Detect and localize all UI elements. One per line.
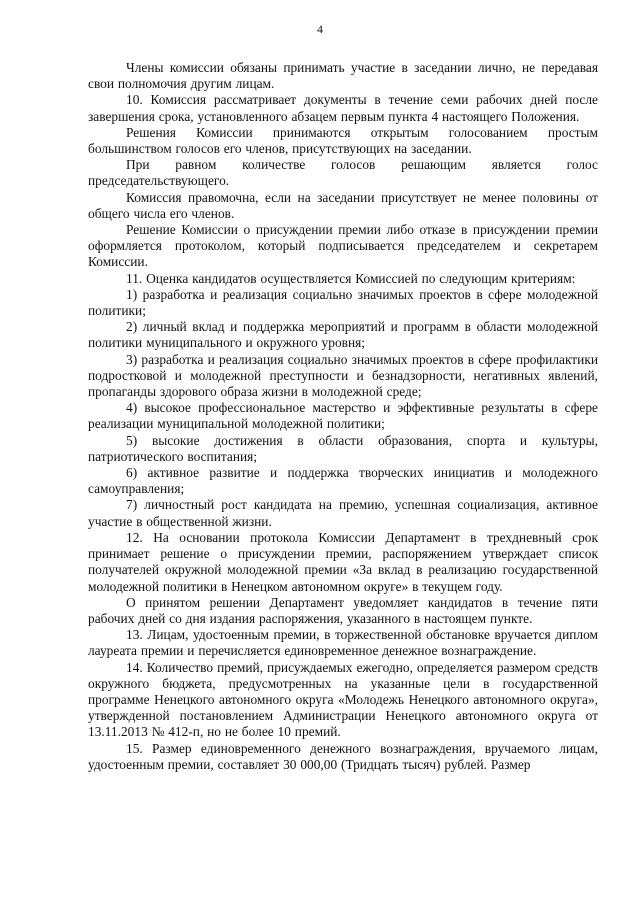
list-item: 2) личный вклад и поддержка мероприятий и программ в области молодежной политики муниципального и окружного уровня;	[88, 319, 598, 351]
document-body	[88, 60, 598, 773]
list-item: 7) личностный рост кандидата на премию, успешная социализация, активное участие в общественной жизни.	[88, 497, 598, 529]
list-item: 3) разработка и реализация социально значимых проектов в сфере профилактики подростковой и молодежной преступности и безнадзорности, негативных явлений, пропаганды здорового образа жизни в молодежной среде;	[88, 351, 598, 400]
paragraph: Решения Комиссии принимаются открытым голосованием простым большинством голосов его членов, присутствующих на заседании.	[88, 124, 598, 157]
paragraph: Решение Комиссии о присуждении премии либо отказе в присуждении премии оформляется протоколом, который подписывается председателем и секретарем Комиссии.	[88, 222, 598, 270]
paragraph: Члены комиссии обязаны принимать участие в заседании лично, не передавая свои полномочия другим лицам.	[88, 60, 598, 92]
paragraph: 12. На основании протокола Комиссии Департамент в трехдневный срок принимает решение о присуждении премии, распоряжением утверждает список получателей окружной молодежной премии «За вклад в реализацию государственной молодежной политики в Ненецком автономном округе» в текущем году.	[88, 529, 598, 594]
list-item: 1) разработка и реализация социально значимых проектов в сфере молодежной политики;	[88, 286, 598, 319]
paragraph: 13. Лицам, удостоенным премии, в торжественной обстановке вручается диплом лауреата премии и перечисляется единовременное денежное вознаграждение.	[88, 627, 598, 659]
paragraph: 14. Количество премий, присуждаемых ежегодно, определяется размером средств окружного бюджета, предусмотренных на указанные цели в государственной программе Ненецкого автономного округа «Молодежь Ненецкого автономного округа», утвержденной постановлением Администрации Ненецкого автономного округа от 13.11.2013 № 412-п, но не более 10 премий.	[88, 659, 598, 740]
paragraph: 15. Размер единовременного денежного вознаграждения, вручаемого лицам, удостоенным премии, составляет 30 000,00 (Тридцать тысяч) рублей. Размер	[88, 740, 598, 772]
paragraph: Комиссия правомочна, если на заседании присутствует не менее половины от общего числа его членов.	[88, 189, 598, 221]
paragraph: 10. Комиссия рассматривает документы в течение семи рабочих дней после завершения срока, установленного абзацем первым пункта 4 настоящего Положения.	[88, 92, 598, 124]
list-item: 6) активное развитие и поддержка творческих инициатив и молодежного самоуправления;	[88, 465, 598, 497]
list-item: 5) высокие достижения в области образования, спорта и культуры, патриотического воспитания;	[88, 432, 598, 464]
page-number: 4	[317, 22, 323, 36]
list-item: 4) высокое профессиональное мастерство и эффективные результаты в сфере реализации муниципальной молодежной политики;	[88, 400, 598, 432]
paragraph: 11. Оценка кандидатов осуществляется Комиссией по следующим критериям:	[126, 270, 576, 286]
paragraph: О принятом решении Департамент уведомляет кандидатов в течение пяти рабочих дней со дня издания распоряжения, указанного в настоящем пункте.	[88, 594, 598, 626]
paragraph: При равном количестве голосов решающим является голос председательствующего.	[88, 157, 598, 189]
